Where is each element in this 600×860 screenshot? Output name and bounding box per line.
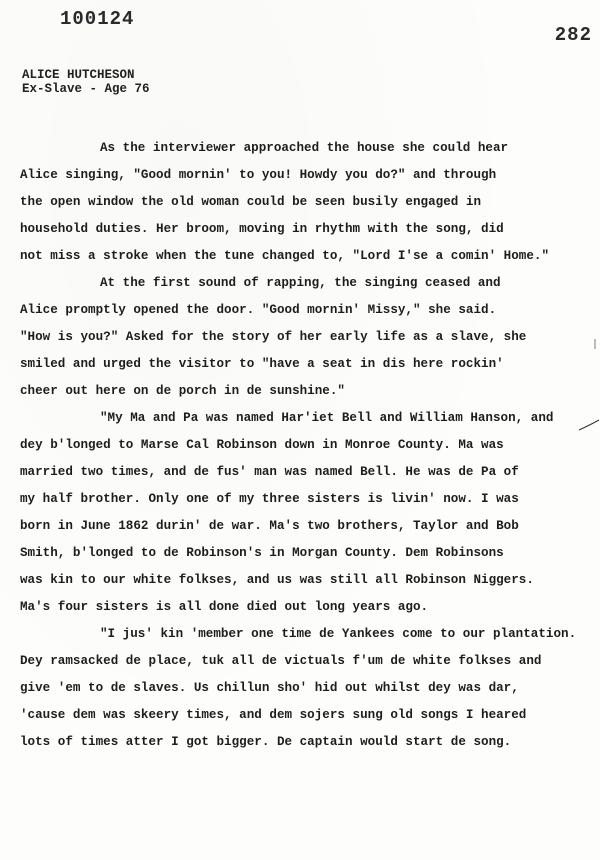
text-line: As the interviewer approached the house she could hear xyxy=(100,141,509,155)
text-line: Alice singing, "Good mornin' to you! Howdy you do?" and through xyxy=(20,168,497,182)
text-line: my half brother. Only one of my three sisters is livin' now. I was xyxy=(20,492,519,506)
text-line: "I jus' kin 'member one time de Yankees come to our plantation. xyxy=(100,627,577,641)
text-line: 'cause dem was skeery times, and dem sojers sung old songs I heared xyxy=(20,708,527,722)
paragraph-2 xyxy=(20,270,600,405)
paragraph-1 xyxy=(20,135,600,270)
page-number: 282 xyxy=(554,24,592,46)
text-line: Alice promptly opened the door. "Good mornin' Missy," she said. xyxy=(20,303,497,317)
text-line: born in June 1862 durin' de war. Ma's two brothers, Taylor and Bob xyxy=(20,519,519,533)
text-line: "My Ma and Pa was named Har'iet Bell and William Hanson, and xyxy=(100,411,554,425)
text-line: was kin to our white folkses, and us was still all Robinson Niggers. xyxy=(20,573,534,587)
text-line: smiled and urged the visitor to "have a seat in dis here rockin' xyxy=(20,357,504,371)
text-line: "How is you?" Asked for the story of her early life as a slave, she xyxy=(20,330,527,344)
interview-header xyxy=(22,68,150,96)
text-line: cheer out here on de porch in de sunshine." xyxy=(20,384,345,398)
paragraph-3 xyxy=(20,405,600,621)
text-line: Smith, b'longed to de Robinson's in Morgan County. Dem Robinsons xyxy=(20,546,504,560)
text-line: dey b'longed to Marse Cal Robinson down in Monroe County. Ma was xyxy=(20,438,504,452)
paragraph-4 xyxy=(20,621,600,756)
interview-body xyxy=(20,135,600,756)
subject-description: Ex-Slave - Age 76 xyxy=(22,82,150,96)
text-line: household duties. Her broom, moving in rhythm with the song, did xyxy=(20,222,504,236)
text-line: married two times, and de fus' man was named Bell. He was de Pa of xyxy=(20,465,519,479)
text-line: Ma's four sisters is all done died out long years ago. xyxy=(20,600,429,614)
text-line: Dey ramsacked de place, tuk all de victuals f'um de white folkses and xyxy=(20,654,542,668)
text-line: the open window the old woman could be seen busily engaged in xyxy=(20,195,482,209)
text-line: not miss a stroke when the tune changed to, "Lord I'se a comin' Home." xyxy=(20,249,550,263)
text-line: give 'em to de slaves. Us chillun sho' hid out whilst dey was dar, xyxy=(20,681,519,695)
subject-name: ALICE HUTCHESON xyxy=(22,68,135,82)
text-line: lots of times atter I got bigger. De captain would start de song. xyxy=(20,735,512,749)
document-number: 100124 xyxy=(60,8,135,30)
text-line: At the first sound of rapping, the singing ceased and xyxy=(100,276,501,290)
